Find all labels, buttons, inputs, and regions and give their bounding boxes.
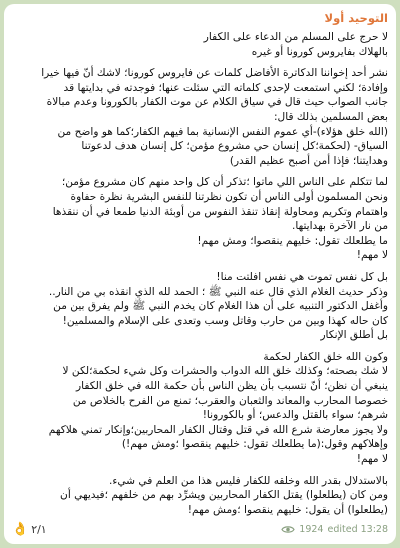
reaction-button[interactable]: [12, 523, 47, 536]
message-line: لا مهم!: [356, 249, 388, 262]
message-line: ينبغي أن نظن؛ أنّ نتسبب بأن يظن الناس بأن حكمة الله في خلق الكفار: [76, 380, 388, 393]
message-text: [12, 30, 388, 517]
message-line: خصوصا المحارب والمعاند والثعبان والعقرب؛ تمنع من الفرح بالخلاص من: [72, 394, 388, 407]
paragraph-gap: [12, 59, 388, 66]
message-line: بل أطلق الإنكار: [320, 329, 388, 342]
message-line: السياق- (لحكمة؛كل إنسان حي مشروع مؤمن؛ كل إنسان هدف لدعوتنا: [81, 140, 388, 153]
message-line: لا شك بصحته؛ وكذلك خلق الله الدواب والحشرات وكل شيء لحكمة؛لكن لا: [62, 365, 388, 378]
sender-name[interactable]: التوحيد أولا: [324, 11, 388, 25]
message-line: لما تتكلم على الناس اللي ماتوا ؛تذكر أن كل واحد منهم كان مشروع مؤمن؛: [61, 176, 388, 189]
message-line: بعض المسلمين بذلك قال:: [273, 110, 388, 123]
message-line: بالاستدلال بقدر الله وخلقه للكفار فليس هذا من العلم في شيء.: [109, 474, 388, 487]
message-line: وكون الله خلق الكفار لحكمة: [263, 350, 388, 363]
message-line: وإفادة؛ لكني استمعت لإحدى كلماته التي سئلت عنها؛ فوجدته في بدايتها قد: [63, 81, 388, 94]
message-footer: [12, 520, 388, 538]
message-line: لا مهم!: [356, 453, 388, 466]
hand-icon: 👌: [12, 521, 29, 537]
message-line: وذكر حديث الغلام الذي قال عنه النبي ﷺ ؛ الحمد لله الذي انقذه بي من النار..: [48, 285, 388, 298]
edited-timestamp: edited 13:28: [327, 523, 388, 535]
paragraph-gap: [12, 168, 388, 175]
message-line: كان حاله كهذا وبين من حارب وقاتل وسب وتعدى على الإسلام والمسلمين!: [62, 314, 388, 327]
message-meta: [281, 524, 388, 535]
eye-icon: [281, 525, 295, 534]
reaction-count: ٢/١: [31, 522, 47, 536]
view-count: 1924: [299, 523, 324, 535]
message-line: واهتمام وتكريم ومحاولة إنقاذ تنقذ النفوس من أوبئة الدنيا طمعا في أن ننقذها: [52, 205, 388, 218]
message-line: ما يطلعلك تقول: خليهم ينقصوا؛ ومش مهم!: [197, 234, 388, 247]
message-line: بالهلاك بفايروس كورونا أو غيره: [251, 45, 388, 58]
message-line: نشر أحد إخواننا الدكاترة الأفاضل كلمات عن فايروس كورونا؛ لاشك أنّ فيها خيرا: [41, 67, 388, 80]
message-line: (يطلعلوا) أن يقول: خليهم ينقصوا ؛ومش مهم!: [187, 503, 388, 516]
message-line: لا حرج على المسلم من الدعاء على الكفار: [203, 31, 388, 43]
message-line: وإهلاكهم وقول:(ما يطلعلك تقول: خليهم ينقصوا ؛ومش مهم!): [121, 438, 388, 451]
message-line: وهدايتنا؛ فإذا أمن أصبح عظيم القدر): [229, 154, 388, 167]
message-line: جانب الصواب حيث قال في سياق الكلام عن موت الكفار بالكورونا وعدم مبالاة: [46, 96, 388, 109]
message-line: من نار الآخرة بهدايتها.: [291, 220, 388, 233]
message-line: (الله خلق هؤلاء)-أي عموم النفس الإنسانية بما فيهم الكفار؛كما هو واضح من: [57, 125, 388, 138]
message-line: ونحن المسلمون أولى الناس أن تكون نظرتنا للنفس البشرية نظرة حفاوة: [70, 190, 388, 203]
message-line: ومن كان (يطلعلوا) يقتل الكفار المحاربين ويشرِّد بهم من خلفهم ؛فيديهي أن: [60, 489, 388, 502]
message-line: شرهم؛ سواء بالقتل والدعس؛ أو بالكورونا!: [202, 409, 388, 422]
paragraph-gap: [12, 467, 388, 474]
message-line: وأغفل الدكتور التنبيه على أن هذا الغلام كان يخدم النبي ﷺ ولم يفرق بين من: [53, 300, 388, 313]
paragraph-gap: [12, 343, 388, 350]
message-line: ولا يجوز معارضة شرع الله في قتل وقتال الكفار المحاربين؛وإنكار تمني هلاكهم: [48, 423, 388, 436]
message-line: بل كل نفس تموت هي نفس افلتت منا!: [216, 270, 388, 283]
paragraph-gap: [12, 263, 388, 270]
message-bubble[interactable]: [4, 4, 396, 544]
